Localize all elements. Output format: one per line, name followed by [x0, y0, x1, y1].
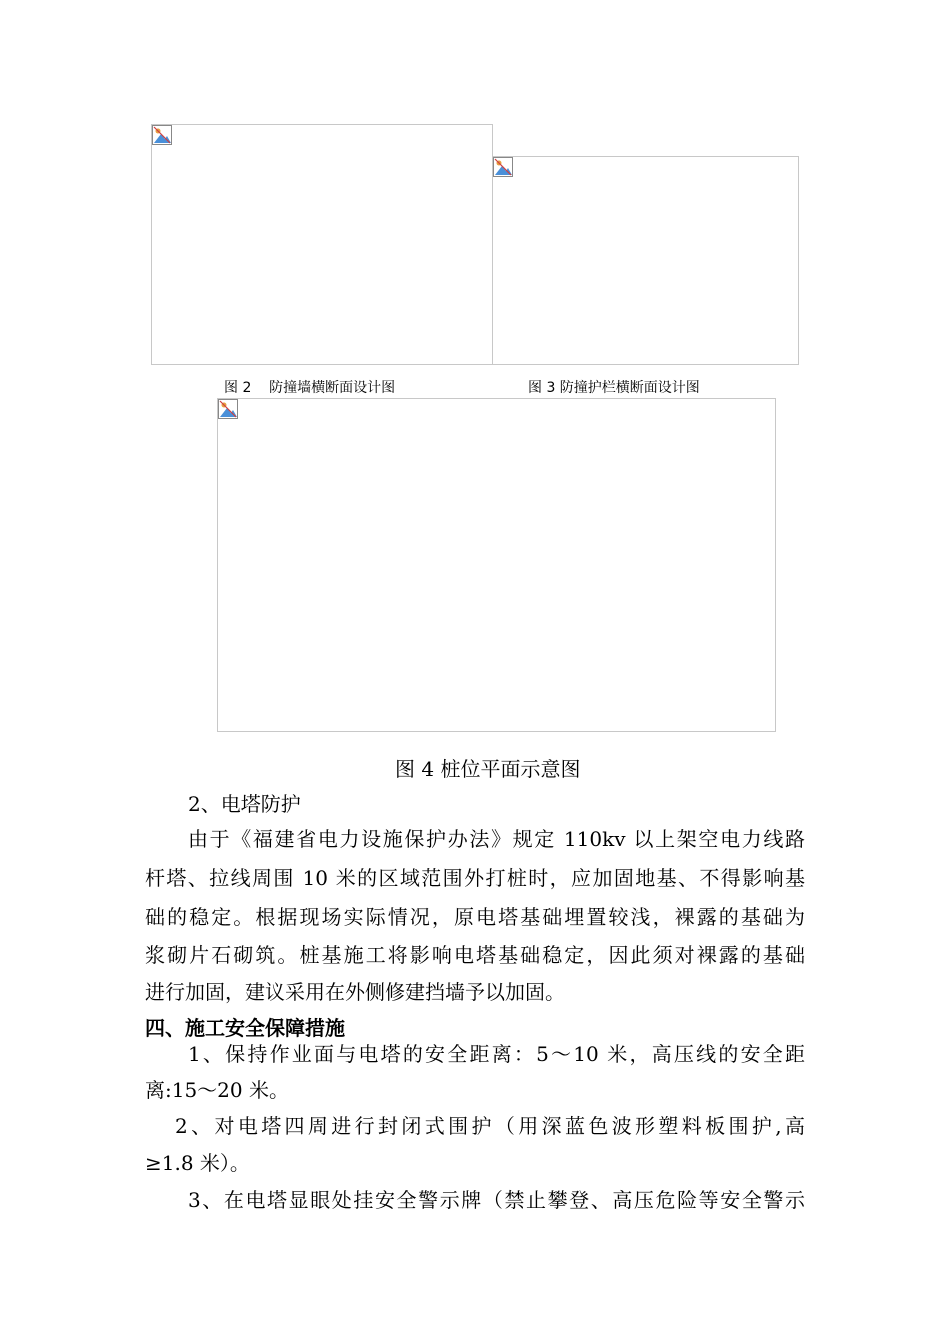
figure-2-image [151, 124, 493, 365]
figure-3-image [492, 156, 799, 365]
figure-3-caption: 图 3 防撞护栏横断面设计图 [528, 380, 700, 396]
broken-image-icon [152, 125, 172, 145]
safety-item-1-line: 1、保持作业面与电塔的安全距离：5～10 米，高压线的安全距 [188, 1042, 805, 1066]
section-2-paragraph-line: 础的稳定。根据现场实际情况，原电塔基础埋置较浅，裸露的基础为 [145, 905, 805, 929]
section-4-heading: 四、施工安全保障措施 [145, 1016, 345, 1040]
broken-image-icon [493, 157, 513, 177]
broken-image-icon [218, 399, 238, 419]
section-2-paragraph-line: 杆塔、拉线周围 10 米的区域范围外打桩时，应加固地基、不得影响基 [145, 866, 805, 890]
safety-item-3-line: 3、在电塔显眼处挂安全警示牌（禁止攀登、高压危险等安全警示 [188, 1188, 805, 1212]
safety-item-1-line: 离:15～20 米。 [145, 1078, 289, 1102]
safety-item-2-line: 2、对电塔四周进行封闭式围护（用深蓝色波形塑料板围护,高 [175, 1114, 805, 1138]
section-2-paragraph-line: 浆砌片石砌筑。桩基施工将影响电塔基础稳定，因此须对裸露的基础 [145, 943, 805, 967]
section-2-paragraph-line: 由于《福建省电力设施保护办法》规定 110kv 以上架空电力线路 [188, 827, 805, 851]
figure-2-caption: 图 2 防撞墙横断面设计图 [224, 380, 396, 396]
figure-4-image [217, 398, 776, 732]
figure-4-caption: 图 4 桩位平面示意图 [395, 757, 581, 781]
safety-item-2-line: ≥1.8 米）。 [145, 1151, 250, 1175]
section-2-paragraph-line: 进行加固，建议采用在外侧修建挡墙予以加固。 [145, 980, 565, 1004]
section-2-title: 2、电塔防护 [188, 792, 301, 816]
